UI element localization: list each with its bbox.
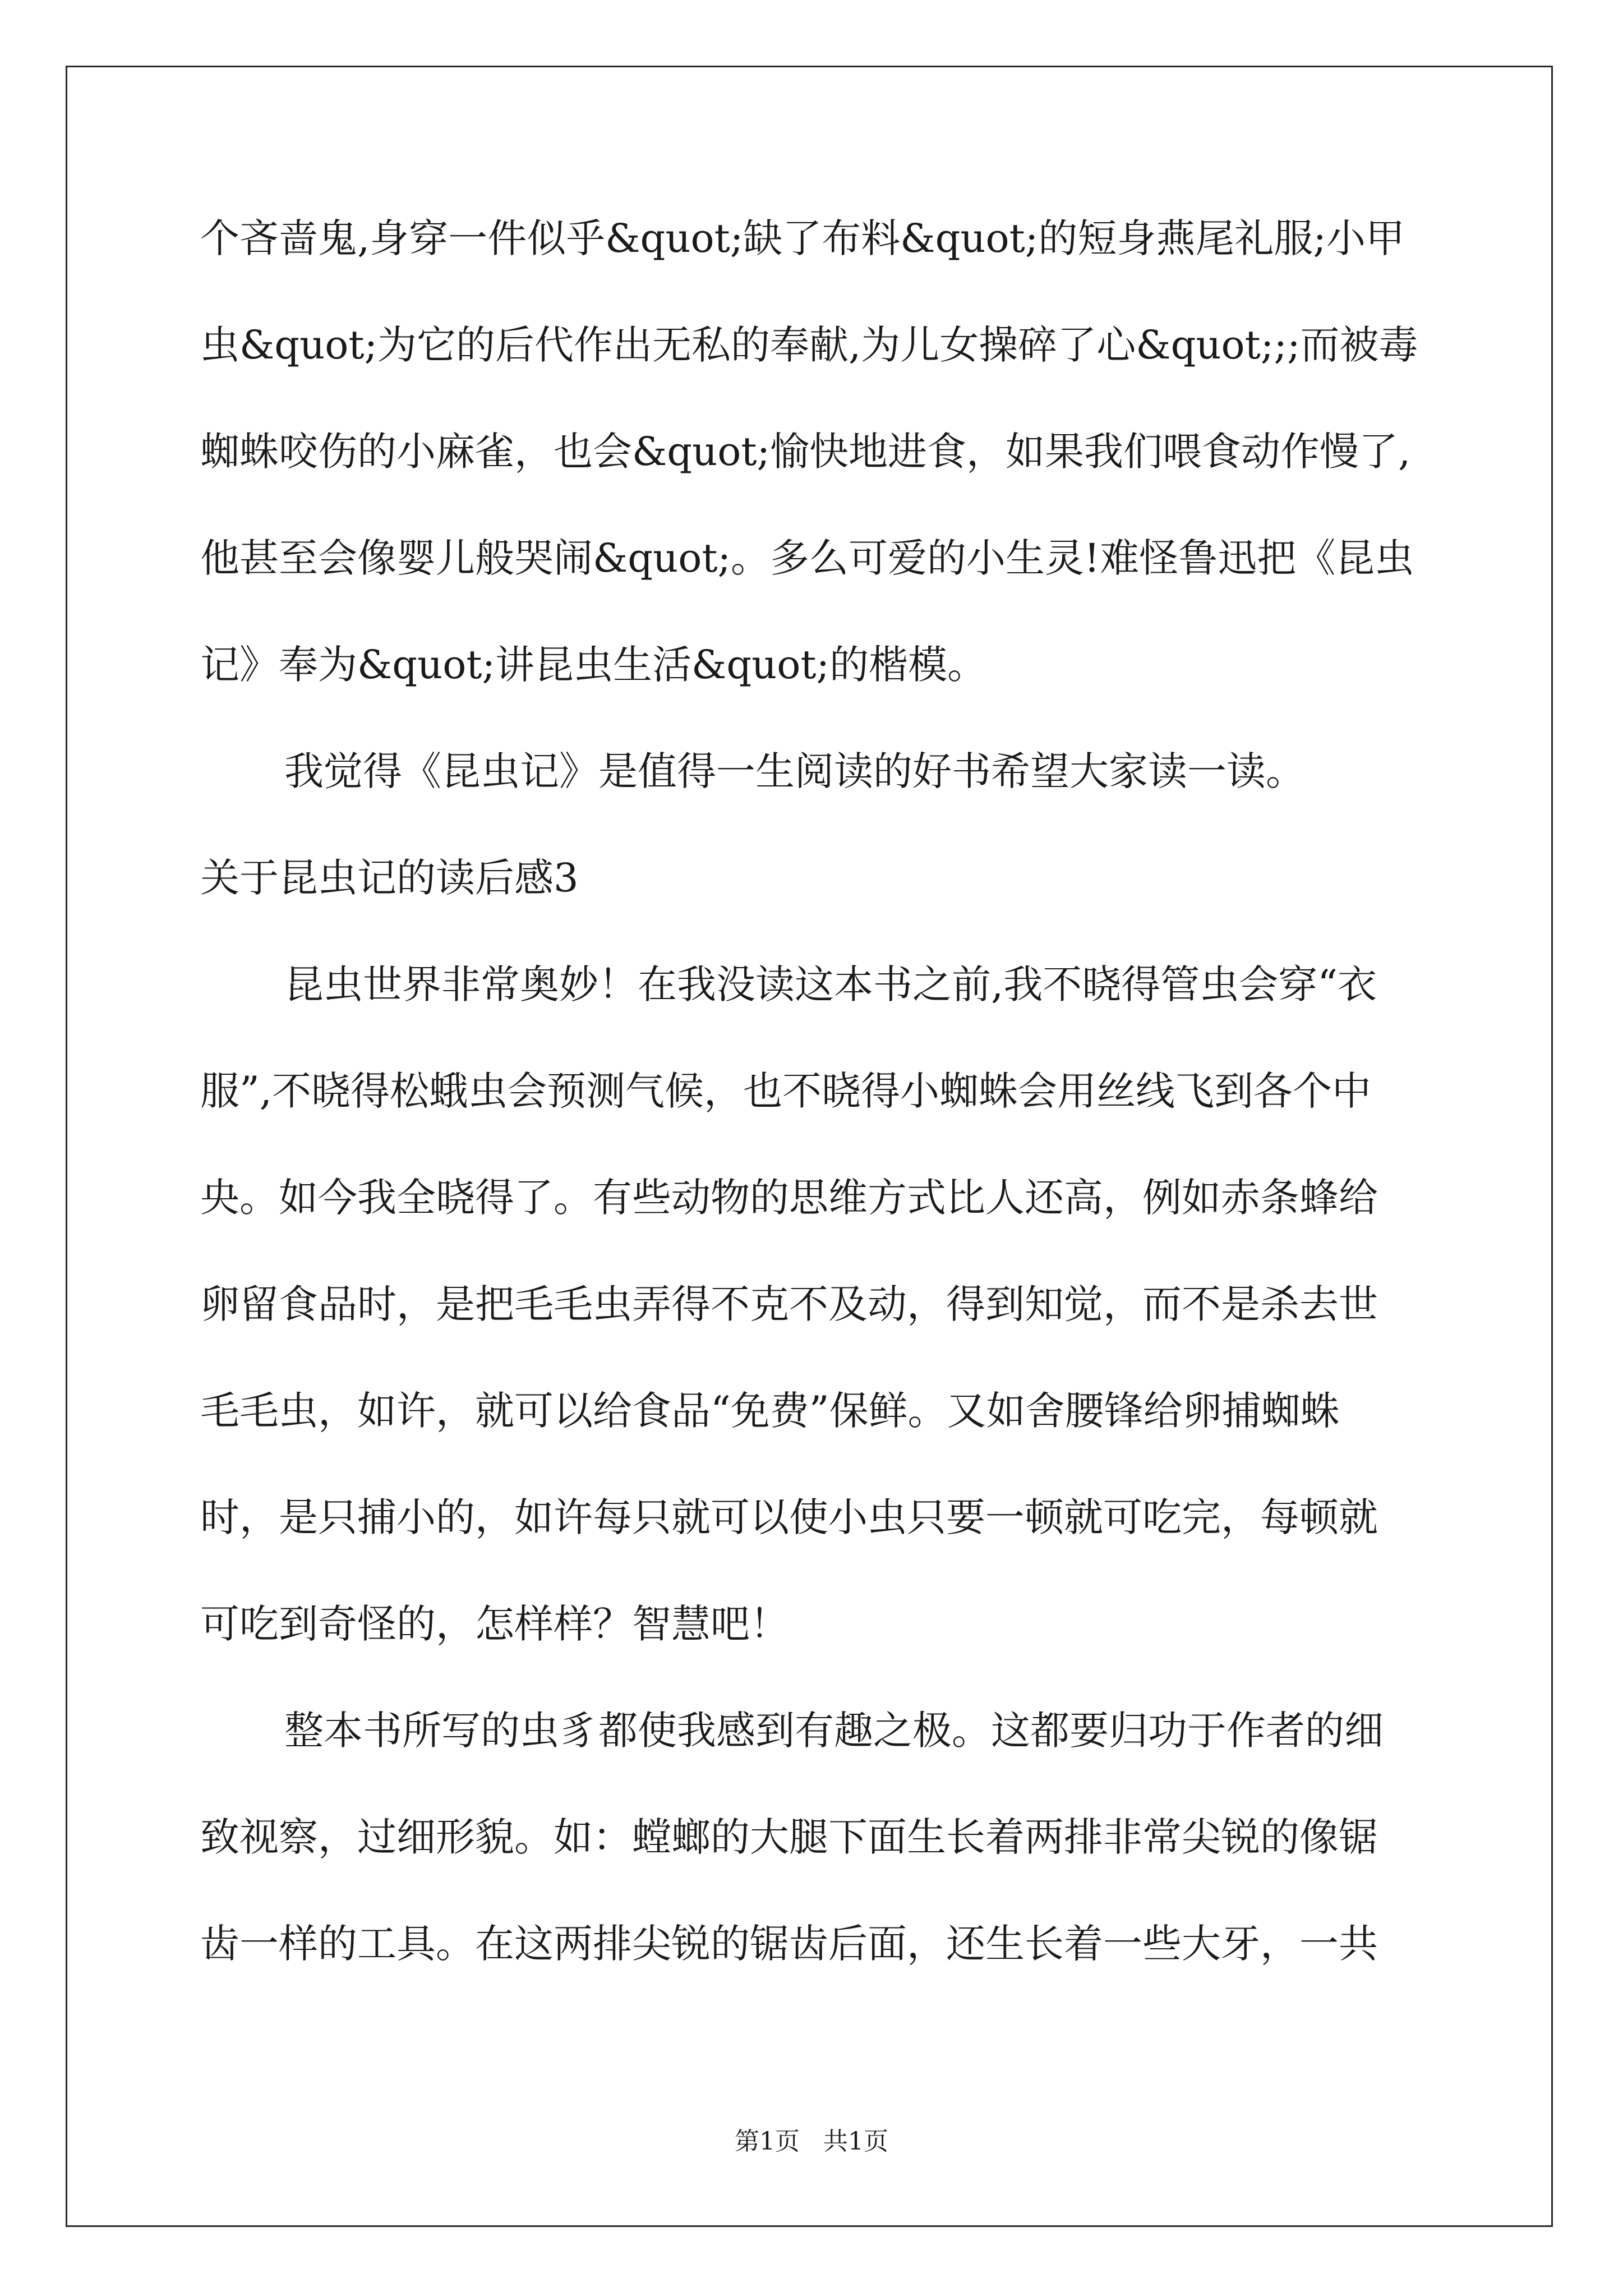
text-line: 虫&quot;为它的后代作出无私的奉献,为儿女操碎了心&quot;;;而被毒 bbox=[200, 322, 1418, 368]
text-line: 我觉得《昆虫记》是值得一生阅读的好书希望大家读一读。 bbox=[284, 748, 1305, 794]
text-line: 央。如今我全晓得了。有些动物的思维方式比人还高，例如赤条蜂给 bbox=[200, 1175, 1378, 1221]
text-line: 蜘蛛咬伤的小麻雀，也会&quot;愉快地进食，如果我们喂食动作慢了, bbox=[200, 429, 1411, 475]
text-line: 个吝啬鬼,身穿一件似乎&quot;缺了布料&quot;的短身燕尾礼服;小甲 bbox=[200, 215, 1405, 261]
text-line: 齿一样的工具。在这两排尖锐的锯齿后面，还生长着一些大牙，一共 bbox=[200, 1921, 1378, 1967]
text-line: 卵留食品时，是把毛毛虫弄得不克不及动，得到知觉，而不是杀去世 bbox=[200, 1281, 1378, 1327]
text-line: 致视察，过细形貌。如：螳螂的大腿下面生长着两排非常尖锐的像锯 bbox=[200, 1814, 1378, 1860]
text-line: 可吃到奇怪的，怎样样？智慧吧！ bbox=[200, 1601, 789, 1647]
page-border bbox=[66, 66, 1553, 2227]
text-line: 他甚至会像婴儿般哭闹&quot;。多么可爱的小生灵!难怪鲁迅把《昆虫 bbox=[200, 535, 1414, 581]
text-line: 昆虫世界非常奥妙！在我没读这本书之前,我不晓得管虫会穿“衣 bbox=[284, 961, 1377, 1007]
text-line: 服”,不晓得松蛾虫会预测气候，也不晓得小蜘蛛会用丝线飞到各个中 bbox=[200, 1068, 1372, 1114]
text-line: 整本书所写的虫豸都使我感到有趣之极。这都要归功于作者的细 bbox=[284, 1708, 1384, 1754]
text-line: 毛毛虫，如许，就可以给食品“免费”保鲜。又如舍腰锋给卵捕蜘蛛 bbox=[200, 1388, 1340, 1434]
page-footer: 第1页 共1页 bbox=[735, 2127, 888, 2156]
text-line: 时，是只捕小的，如许每只就可以使小虫只要一顿就可吃完，每顿就 bbox=[200, 1494, 1378, 1540]
section-heading: 关于昆虫记的读后感3 bbox=[200, 855, 579, 901]
text-line: 记》奉为&quot;讲昆虫生活&quot;的楷模。 bbox=[200, 642, 987, 688]
